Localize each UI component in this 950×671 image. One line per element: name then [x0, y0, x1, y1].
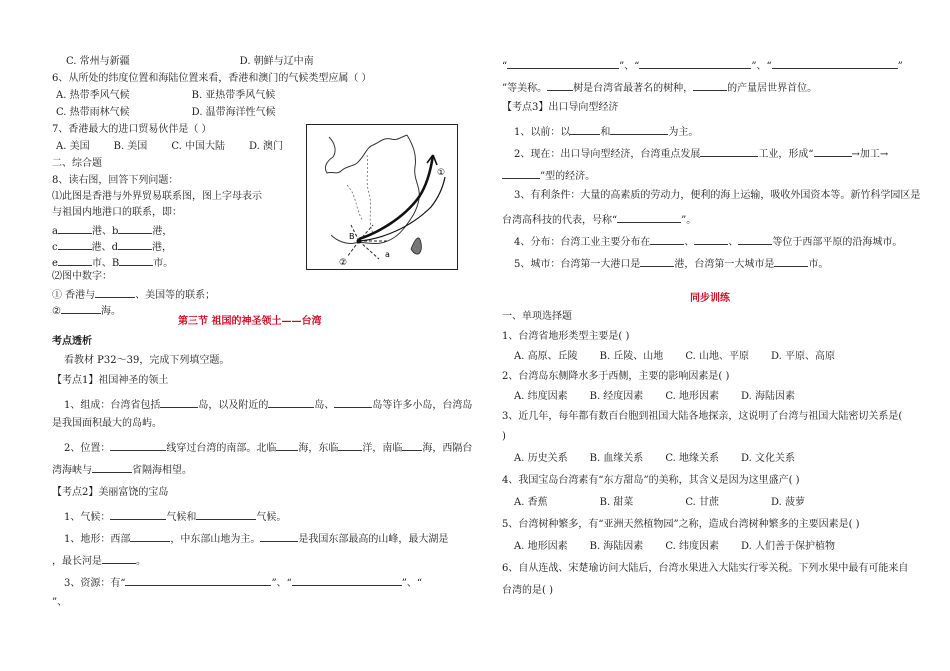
answer-blank[interactable]	[125, 574, 271, 586]
blank-line: 1、地形：西部 ，中东部山地为主。 是我国东部最高的山峰，最大湖是	[64, 530, 448, 547]
key-points-heading: 考点透析	[52, 336, 92, 347]
section-heading: 一、单项选择题	[502, 311, 572, 322]
question-6: 6、从所处的纬度位置和海陆位置来看，香港和澳门的气候类型应属（ ）	[52, 73, 372, 84]
key-point-2: 【考点2】美丽富饶的宝岛	[52, 487, 169, 498]
blank-line: 4、分布：台湾工业主要分布在 、 、 等位于西部平原的沿海城市。	[514, 233, 902, 250]
question-4: 4、我国宝岛台湾素有“东方甜岛”的美称，其含义是因为这里盛产( )	[502, 475, 800, 486]
key-point-1: 【考点1】祖国神圣的领土	[52, 375, 169, 386]
text-line: 是我国面积最大的岛屿。	[52, 418, 162, 429]
map-label-2: ②	[339, 258, 348, 268]
question-1: 1、台湾省地形类型主要是( )	[502, 331, 630, 342]
answer-blank[interactable]	[507, 57, 619, 69]
answer-blank[interactable]	[570, 123, 600, 135]
answer-blank[interactable]	[61, 302, 101, 314]
answer-blank[interactable]	[260, 530, 298, 542]
question-8: 8、读右图，回答下列问题：	[52, 175, 179, 186]
answer-blank[interactable]	[292, 574, 402, 586]
answer-blank[interactable]	[130, 530, 170, 542]
question-3-tail: )	[502, 431, 506, 442]
option-line: C. 热带雨林气候 D. 温带海洋性气候	[56, 107, 276, 118]
option-line: A. 香蕉 B. 甜菜 C. 甘蔗 D. 菠萝	[514, 497, 805, 508]
option-line: C. 常州与新疆 D. 朝鲜与辽中南	[66, 56, 314, 67]
answer-blank[interactable]	[196, 508, 256, 520]
answer-blank[interactable]	[700, 145, 758, 157]
blank-line: ，最长河是 。	[52, 552, 146, 569]
question-5: 5、台湾树种繁多，有“亚洲天然植物园”之称，造成台湾树种繁多的主要因素是( )	[502, 519, 860, 530]
answer-blank[interactable]	[118, 222, 152, 234]
answer-blank[interactable]	[338, 439, 362, 451]
answer-blank[interactable]	[119, 254, 153, 266]
answer-blank[interactable]	[650, 233, 684, 245]
question-3: 3、近几年，每年都有数百台胞到祖国大陆各地探亲，这说明了台湾与祖国大陆密切关系是(	[502, 411, 903, 422]
answer-blank[interactable]	[110, 508, 166, 520]
blank-line: 5、城市：台湾第一大港口是 港，台湾第一大城市是 市。	[514, 255, 828, 272]
section-title: 同步训练	[690, 293, 730, 304]
question-2: 2、台湾岛东侧降水多于西侧，主要的影响因素是( )	[502, 371, 730, 382]
question-8-part2: ⑵图中数字：	[52, 271, 112, 282]
map-label-1: ①	[437, 168, 446, 178]
option-line: A. 高原、丘陵 B. 丘陵、山地 C. 山地、平原 D. 平原、高原	[514, 351, 835, 362]
answer-blank[interactable]	[276, 439, 298, 451]
answer-blank[interactable]	[95, 286, 135, 298]
answer-blank[interactable]	[58, 222, 92, 234]
blank-line: 2、位置： 线穿过台湾的南部。北临 海，东临 洋，南临 海，西隔台	[64, 439, 472, 456]
text-line: 3、有利条件：大量的高素质的劳动力，便利的海上运输，吸收外国资本等。新竹科学园区是	[514, 190, 921, 201]
answer-blank[interactable]	[610, 123, 668, 135]
section-title: 第三节 祖国的神圣领土——台湾	[178, 316, 322, 327]
blank-line: c 港、d 港，	[52, 238, 172, 255]
answer-blank[interactable]	[334, 396, 372, 408]
answer-blank[interactable]	[160, 396, 198, 408]
answer-blank[interactable]	[118, 238, 152, 250]
blank-line: 1、以前：以 和 为主。	[514, 123, 698, 140]
answer-blank[interactable]	[58, 238, 92, 250]
answer-blank[interactable]	[693, 79, 727, 91]
blank-line: ”等美称。 树是台湾省最著名的树种， 的产量居世界首位。	[502, 79, 817, 96]
answer-blank[interactable]	[774, 255, 808, 267]
answer-blank[interactable]	[58, 254, 92, 266]
option-line: A. 历史关系 B. 血缘关系 C. 地缘关系 D. 文化关系	[514, 453, 795, 464]
blank-line: 2、现在：出口导向型经济，台湾重点发展 工业，形成“ →加工→	[514, 145, 888, 162]
answer-blank[interactable]	[694, 233, 728, 245]
answer-blank[interactable]	[102, 552, 136, 564]
answer-blank[interactable]	[814, 145, 852, 157]
text-line: ”、	[52, 597, 68, 608]
question-7: 7、香港最大的进口贸易伙伴是（ ）	[52, 124, 212, 135]
blank-line: “ ”、“ ”、“ ”	[502, 57, 903, 74]
option-line: A. 地形因素 B. 海陆因素 C. 纬度因素 D. 人们善于保护植物	[514, 541, 835, 552]
option-line: A. 美国 B. 美国 C. 中国大陆 D. 澳门	[56, 141, 283, 152]
blank-line: 1、气候： 气候和 气候。	[64, 508, 286, 525]
blank-line: 台湾高科技的代表，号称“ ”。	[502, 211, 696, 228]
blank-line: ① 香港与 、美国等的联系；	[52, 286, 215, 303]
blank-line: 1、组成：台湾省包括 岛，以及附近的 岛、 岛等许多小岛，台湾岛	[64, 396, 472, 413]
question-6-tail: 台湾的是( )	[502, 585, 553, 596]
blank-line: 3、资源：有“ ”、“ ”、“	[64, 574, 422, 591]
question-8-part1: ⑴此图是香港与外界贸易联系图，图上字母表示	[52, 191, 262, 202]
trade-map-figure	[306, 124, 458, 270]
blank-line: a 港、b 港，	[52, 222, 172, 239]
answer-blank[interactable]	[402, 439, 422, 451]
question-6: 6、自从连战、宋楚瑜访问大陆后，台湾水果进入大陆实行零关税。下列水果中最有可能来自	[502, 563, 909, 574]
map-label-a: a	[385, 250, 390, 259]
key-point-3: 【考点3】出口导向型经济	[502, 102, 619, 113]
question-8-part1: 与祖国内地港口的联系，即：	[52, 207, 182, 218]
option-line: A. 热带季风气候 B. 亚热带季风气候	[56, 90, 276, 101]
map-label-B: B	[349, 232, 355, 241]
answer-blank[interactable]	[639, 57, 751, 69]
answer-blank[interactable]	[772, 57, 898, 69]
answer-blank[interactable]	[617, 211, 681, 223]
option-line: A. 纬度因素 B. 经度因素 C. 地形因素 D. 海陆因素	[514, 391, 795, 402]
answer-blank[interactable]	[502, 167, 540, 179]
section-heading: 二、综合题	[52, 158, 102, 169]
answer-blank[interactable]	[268, 396, 314, 408]
answer-blank[interactable]	[92, 461, 132, 473]
answer-blank[interactable]	[110, 439, 166, 451]
blank-line: e 市、B 市。	[52, 254, 173, 271]
blank-line: ”型的经济。	[502, 167, 595, 184]
answer-blank[interactable]	[640, 255, 674, 267]
blank-line: ② 海。	[52, 302, 121, 319]
answer-blank[interactable]	[547, 79, 573, 91]
blank-line: 湾海峡与 省隔海相望。	[52, 461, 192, 478]
answer-blank[interactable]	[738, 233, 772, 245]
instruction: 看教材 P32～39，完成下列填空题。	[64, 355, 230, 366]
trade-map-svg	[307, 125, 457, 269]
